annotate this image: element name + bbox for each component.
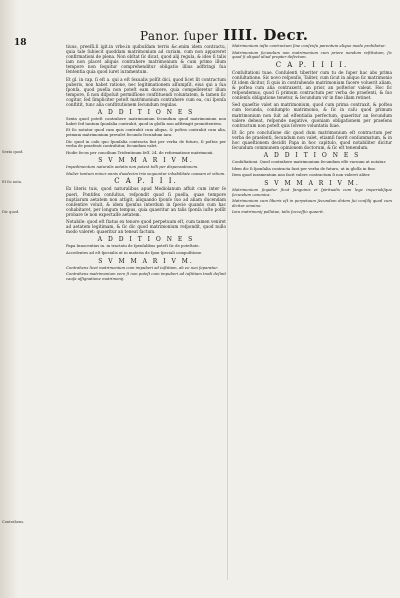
summarium-heading: S V M M A R I V M. (98, 257, 194, 265)
addition-item: Hodie ſecus per concilium Tridentinum ſeſſ. 24. de reformatione matrimonii. (66, 149, 214, 155)
right-column (232, 44, 392, 580)
running-head (140, 26, 308, 44)
summary-item: Matrimonium cum liberis eſt in perpetuum ſecundum dotem ſui conſilij quod cum dicitur omnino. (232, 198, 392, 208)
margin-note: Dic quod. (2, 210, 20, 214)
paragraph: tiuus, preeſſi.ſi igit.in vrbe.in quibuſdam terris &c.enim idem contractu, quia tale ſubiecit quoddam matrimonium ad curiam, cum non appareret confirmationi de plena. Non obſtat ſic dicat, quod alij regula, & ideo ſi talis iam non placet aliquis contrahere matrimonium & cum primo illum tempore non ſequitur comprehenditur obligatio illius adſtringi ſua ſententia quia quod iuret iuramentum. (66, 44, 226, 75)
chapter-paragraph: Ex literis tuis, quod naturalibus apud Mediolanum affuit cum inter ſe pueri, Pontifex conſultus, reſpondit quod ſi puella, quae tempore nuptiarum aetatem non attigit, aliquando ſponſo ſuo ad aliam ducendam conſentire voluit, & idem ſponſus interdum in ſpecie quando cum hac cohabitaret, per longum tempus, quia quaeritur an talis ſponſa iuſte poſſit probare ſe non expectaſſe aetatem. (66, 186, 226, 217)
summary-item: Matrimonium iuſte contractum ſine conſenſu parentum aliquo modo prohibetur. (232, 44, 386, 48)
addition-item: Item quod iuramentum non facit valere contractum ſi non valeret aliter. (232, 172, 371, 178)
running-head-title: IIII. Decr. (223, 26, 309, 44)
paragraph: Et gl. in cap. ſi eſt a. qui a eſt ſexualis poſſit dici, quod licet ſit contractum puberis, non habet ratione, nec legitimationem aſſumpſit, eius qui a ſua ſponſa, quod puella non poteſt eam ducere, quia compelleretur illum tempore, ſi non diſpoſuit permiſſione conſtituendi voluntatem, & tamen ſic cogitur, ſed ſimpliciter poteſt matrimonium contrahere cum ea, cui ſponſa conſtitit, tunc alia conſtitutionem ſecundum regulas. (66, 76, 226, 108)
summary-item: Mulier tantum minor annis duodecim tria sequuntur inhabilitate causam et vitium. (66, 170, 226, 176)
addition-item: Sexta quod poteſt contrahere matrimonium ſecundum quod matrimonium non habet ſed tantum ſponſalia contrahit, quod in gloſſa non adſtringit promittentem. (66, 116, 226, 126)
margin-note: Et ſic nota. (2, 180, 23, 184)
additiones-heading: A D D I T I O N E S (263, 152, 361, 160)
summary-item: Iura matrimonij pollutae, talis ſucceſſio quaerit. (232, 209, 325, 215)
folio-number: 18 (14, 38, 27, 48)
additiones-heading: A D D I T I O N E S (97, 236, 195, 244)
chapter-paragraph: Conſultationi tuae. Conſulenti tiberiter cum tu de ſuper hac abs prima conſultatione. Sic novo reſponſis, Taliter, cum ſicut in aliquo ſic matrimonio ſit idem dicitur, ſi quis in contrahendo matrimonium facere voluerit aliam, & poſtea cum alia contraxerit, an prior, an poſterior valeat. Hoc ſic reſpondemus, quod ſi primum contractum per verba de praeſenti, & ſuo conſenſu obligatione tenetur, & ſecundum vir in fine illam retinet. (232, 69, 392, 101)
addition-item: Et ſic notatur quod cum quis contrahit cum aliqua, & poſtea contrahit cum alia, primum matrimonium prevalet ſecundo ſecundum iura. (66, 127, 226, 137)
chapter-title: C A P. I I I I. (275, 60, 349, 69)
running-head-prefix: Panor. ſuper (140, 29, 218, 43)
addition-item: Dic quod in caſu quo ſponſalia contracta ſint per verba de futuro, ſi poſtea per verba de praeſenti contrahitur, ſecundum valet. (66, 138, 226, 149)
summary-item: Matrimonium ſequitur ſicut ſanguinis et ſpiritualis cum lege imperialiſque ſecundum canonica. (232, 186, 392, 197)
left-column (66, 44, 226, 580)
additiones-heading: A D D I T I O N E S (97, 109, 195, 117)
summary-item: Matrimonium ſecundum non matrimonium cum priore nondum reſtitutum, ſic quod ſi aliquid aliud propter defectum. (232, 49, 392, 60)
chapter-paragraph: Sed quaeſtio valet an matrimonium, quod cum prima contraxit, & poſtea cum ſecunda, conſumpto matrimonio, & ſic in caſu quod primum matrimonium non ſuit ad eſſentialia perfectum, quaeritur an ſecundum valere debeat, reſponde negative, quoniam obligationem per praeſens contractum non poteſt quis ſolvere voluntatis ſuae. (232, 102, 392, 128)
summary-item: Contrahens matrimonium vero ſi non poteſt cum impuberi ad iuſtitiam tradi deſinit cauſa aſſignatione matrimonij. (66, 271, 226, 281)
margin-note: Contrahens. (2, 520, 25, 524)
addition-item: Accedentes ad eſt ſpecialis ut in materia de ſpon ſpeciali compoſitione. (66, 249, 203, 255)
chapter-paragraph: Et ſic pro concluſione dic quod dum matrimonium eſt contractum per verba de praeſenti, ſecundum non valet, etiamſi fuerit conſummatum, & in hoc quaeſtionem decidit Papa in hoc capitulo, quod notabiliter dicitur ſecundum communem opinionem doctorum, & ſic eſt tenendum. (232, 129, 392, 151)
summarium-heading: S V M M A R I V M. (264, 179, 360, 187)
chapter-title: C A P. I I I. (114, 177, 178, 186)
summarium-heading: S V M M A R I V M. (98, 157, 194, 165)
addition-item: Idem dic ſi ſponſalia contracta ſunt per verba de futuro, ut in gloſſa in fine. (232, 165, 377, 171)
summary-item: Impedimentum naturalis aetatis non potest tolli per dispensationem. (66, 164, 199, 170)
addition-item: Papa Innocentius in. in tractatu de ſpenſalibus poteſt ſic de poteſtate. (66, 243, 200, 249)
summary-item: Contrahens licet matrimonium cum impuberi ad iuſtitiam, ab eo non ſeparatur. (66, 264, 219, 270)
column-gutter (227, 44, 228, 580)
chapter-paragraph: Notabile: quod eſt ſtatus ex tenore quod perpetuum eſt, cum tamen veniret ad aetatem legitimam, & ſic dic quod matrimonium reſpondit, quod nullo modo valeret: quaeritur an teneat factum. (66, 219, 226, 235)
addition-item: Conſultationi. Quod contrahere matrimonium ſecundum eſſe vacuum ut notatur. (232, 159, 387, 165)
margin-note: Sexta quod. (2, 150, 24, 154)
margin-notes (2, 0, 62, 598)
